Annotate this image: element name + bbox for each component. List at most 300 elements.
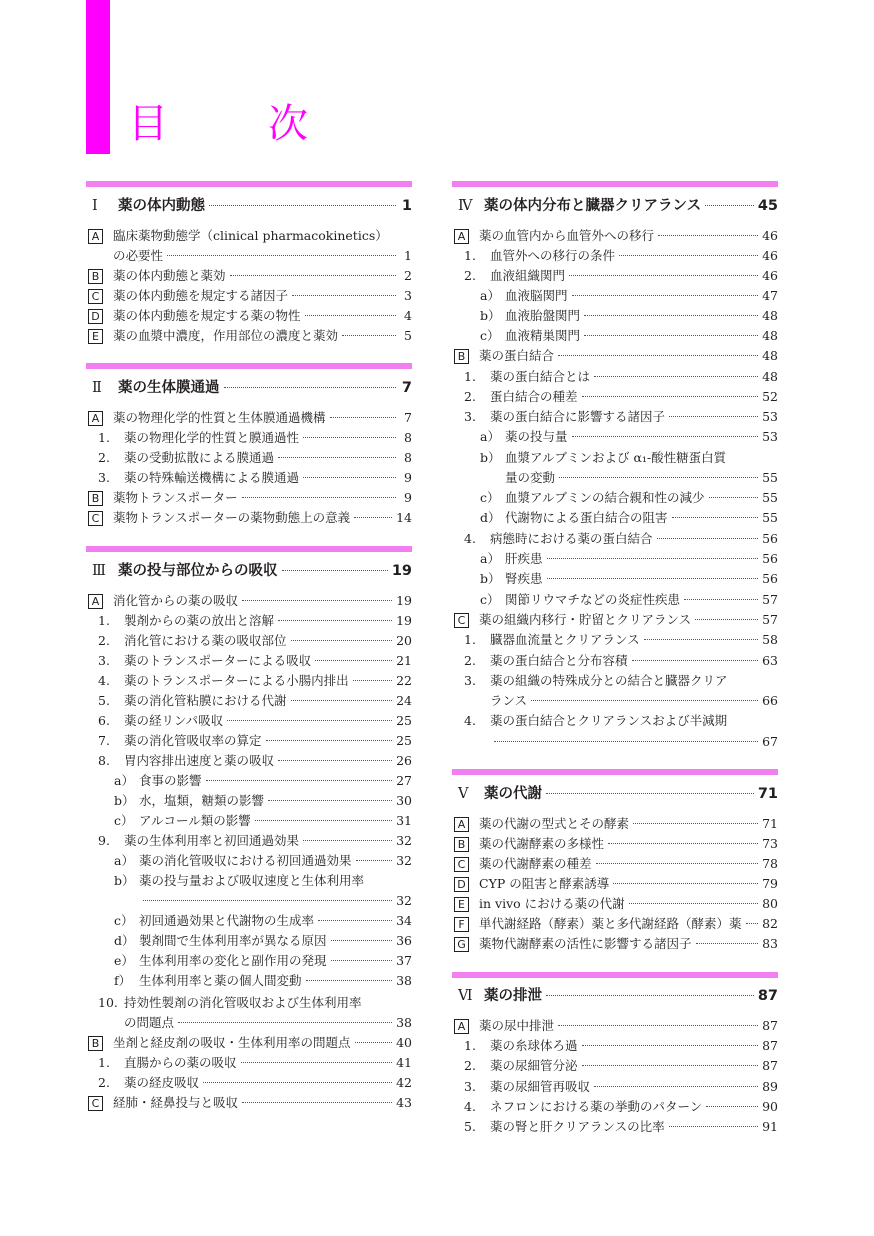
dot-leader [278,620,392,621]
toc-entry [86,951,412,971]
toc-entry [452,246,778,266]
entry-title: 薬の血管内から血管外への移行 [479,228,655,243]
entry-title: 薬の経リンパ吸収 [124,713,224,728]
entry-title: アルコール類の影響 [139,813,251,828]
toc-entry [86,671,412,691]
entry-title: 薬の尿細管分泌 [490,1058,578,1073]
entry-title: 薬の尿細管再吸収 [490,1079,591,1094]
toc-entry [452,306,778,326]
toc-entry [452,711,778,731]
entry-title: 薬の蛋白結合とクリアランスおよび半減期 [490,713,728,728]
section-rule [452,769,778,775]
entry-title: 薬の体内分布と臓器クリアランス [484,198,702,214]
dot-leader [242,497,396,498]
dot-leader [706,1106,758,1107]
page-number: 56 [762,531,778,546]
page-number: 66 [762,693,778,708]
entry-number: 2. [98,1075,110,1090]
entry-number: 2. [98,450,110,465]
toc-entry [452,468,778,488]
dot-leader [494,741,758,742]
entry-number: Ⅵ [458,988,473,1004]
entry-number: a） [480,429,500,444]
toc-entry [452,569,778,589]
page-number: 32 [396,833,412,848]
dot-leader [746,923,759,924]
page-number: 58 [762,632,778,647]
dot-leader [672,517,759,518]
toc-entry [452,610,778,630]
entry-number: a） [114,773,134,788]
entry-title: 臓器血流量とクリアランス [490,632,640,647]
boxed-letter-marker: A [454,817,469,832]
title-accent-bar [86,0,110,154]
toc-entry [86,971,412,991]
page-number: 52 [762,389,778,404]
page-number: 2 [404,268,412,283]
entry-number: 2. [98,633,110,648]
entry-title: 血液組織関門 [490,268,566,283]
entry-title: ネフロンにおける薬の挙動のパターン [490,1099,703,1114]
entry-title: 坐剤と経皮剤の吸収・生体利用率の問題点 [113,1035,351,1050]
page-number: 47 [762,288,778,303]
entry-number: 1. [464,632,476,647]
entry-number: Ⅱ [92,380,102,396]
page-number: 20 [396,633,412,648]
dot-leader [342,335,396,336]
entry-title: ランス [490,693,528,708]
entry-number: 4. [464,713,476,728]
toc-entry [86,408,412,428]
page-number: 91 [762,1119,778,1134]
toc-entry [452,874,778,894]
entry-number: 1. [464,1038,476,1053]
entry-number: 1. [464,248,476,263]
toc-entry [86,891,412,911]
section-rule [86,181,412,187]
toc-entry [452,590,778,610]
page-number: 24 [396,693,412,708]
page-number: 89 [762,1079,778,1094]
dot-leader [608,843,758,844]
toc-chapter-entry [86,560,412,582]
dot-leader [306,980,393,981]
dot-leader [331,940,393,941]
toc-entry [452,508,778,528]
entry-number: f） [114,973,132,988]
toc-entry [86,1033,412,1053]
entry-number: 5. [464,1119,476,1134]
toc-entry [452,427,778,447]
toc-entry [452,488,778,508]
toc-entry [86,911,412,931]
entry-title: 薬の蛋白結合とは [490,369,591,384]
page-number: 5 [404,328,412,343]
page-number: 83 [762,936,778,951]
page-number: 9 [404,490,412,505]
page-number: 57 [762,612,778,627]
entry-number: Ⅲ [92,563,106,579]
dot-leader [318,920,392,921]
entry-title: 薬の体内動態を規定する薬の物性 [113,308,301,323]
entry-number: 3. [464,673,476,688]
entry-title: 直腸からの薬の吸収 [124,1055,237,1070]
page-number: 78 [762,856,778,871]
boxed-letter-marker: C [88,289,103,304]
entry-title: 薬の蛋白結合 [479,348,555,363]
toc-entry [452,854,778,874]
entry-number: a） [480,288,500,303]
dot-leader [303,437,396,438]
page-number: 37 [396,953,412,968]
toc-entry [86,226,412,246]
toc-entry [86,246,412,266]
page-number: 48 [762,308,778,323]
toc-entry [86,306,412,326]
page-number: 55 [762,490,778,505]
dot-leader [292,295,396,296]
entry-title: 血液精巣関門 [505,328,581,343]
entry-title: 量の変動 [505,470,556,485]
toc-entry [86,448,412,468]
entry-title: 製剤からの薬の放出と溶解 [124,613,275,628]
page-number: 73 [762,836,778,851]
dot-leader [305,315,396,316]
toc-entry [452,367,778,387]
page-number: 36 [396,933,412,948]
entry-title: 薬の投与量 [505,429,568,444]
dot-leader [255,820,392,821]
entry-title: 薬の消化管粘膜における代謝 [124,693,287,708]
dot-leader [594,1086,758,1087]
entry-title: 血管外への移行の条件 [490,248,616,263]
entry-title: 肝疾患 [505,551,543,566]
entry-title: 薬物トランスポーターの薬物動態上の意義 [113,510,351,525]
entry-title: 製剤間で生体利用率が異なる原因 [139,933,327,948]
dot-leader [558,1025,758,1026]
toc-entry [86,931,412,951]
toc-entry [86,591,412,611]
toc-entry [452,1097,778,1117]
toc-entry [86,851,412,871]
entry-title: 関節リウマチなどの炎症性疾患 [505,592,681,607]
entry-title: 消化管からの薬の吸収 [113,593,239,608]
dot-leader [644,639,758,640]
boxed-letter-marker: B [88,1036,103,1051]
entry-title: 初回通過効果と代謝物の生成率 [139,913,315,928]
entry-number: a） [480,551,500,566]
entry-number: 3. [98,470,110,485]
toc-entry [86,428,412,448]
page-number: 87 [762,1018,778,1033]
dot-leader [278,760,392,761]
page-number: 4 [404,308,412,323]
entry-number: Ⅴ [458,786,469,802]
page-number: 67 [762,734,778,749]
toc-entry [452,326,778,346]
toc-entry [452,1056,778,1076]
dot-leader [546,793,754,794]
entry-number: e） [114,953,134,968]
page-number: 46 [762,248,778,263]
boxed-letter-marker: B [88,269,103,284]
page-number: 71 [757,786,778,802]
page-number: 79 [762,876,778,891]
page-number: 9 [404,470,412,485]
page-number: 46 [762,228,778,243]
entry-title: 代謝物による蛋白結合の阻害 [505,510,668,525]
entry-number: 4. [98,673,110,688]
toc-entry [86,731,412,751]
entry-title: 生体利用率と薬の個人間変動 [139,973,302,988]
boxed-letter-marker: B [454,837,469,852]
dot-leader [331,960,393,961]
entry-title: 薬の糸球体ろ過 [490,1038,578,1053]
toc-entry [452,266,778,286]
entry-title: の問題点 [124,1015,175,1030]
entry-title: 水，塩類，糖類の影響 [139,793,265,808]
entry-title: 薬の消化管吸収における初回通過効果 [139,853,352,868]
page-number: 14 [396,510,412,525]
dot-leader [569,275,758,276]
entry-number: 1. [98,1055,110,1070]
entry-title: 臨床薬物動態学（clinical pharmacokinetics） [113,228,388,243]
page-number: 55 [762,510,778,525]
entry-title: 薬の腎と肝クリアランスの比率 [490,1119,665,1134]
toc-entry [86,651,412,671]
page-number: 22 [396,673,412,688]
dot-leader [696,943,759,944]
page-number: 87 [757,988,778,1004]
entry-title: 薬の体内動態を規定する諸因子 [113,288,289,303]
entry-title: 薬の蛋白結合と分布容積 [490,653,628,668]
entry-number: 2. [464,389,476,404]
entry-number: Ⅳ [458,198,473,214]
toc-entry [86,711,412,731]
dot-leader [178,1022,392,1023]
page-number: 34 [396,913,412,928]
boxed-letter-marker: G [454,937,469,952]
dot-leader [282,570,388,571]
entry-number: 6. [98,713,110,728]
entry-title: 経肺・経鼻投与と吸収 [113,1095,239,1110]
entry-title: 薬のトランスポーターによる小腸内排出 [124,673,349,688]
entry-number: Ⅰ [92,198,98,214]
page-number: 38 [396,973,412,988]
dot-leader [584,315,758,316]
entry-title: 薬の代謝の型式とその酵素 [479,816,630,831]
entry-title: 薬の生体利用率と初回通過効果 [124,833,300,848]
dot-leader [268,800,392,801]
entry-number: b） [480,450,501,465]
toc-entry [86,611,412,631]
page-number: 87 [762,1058,778,1073]
dot-leader [242,1102,392,1103]
entry-title: の必要性 [113,248,164,263]
page-number: 55 [762,470,778,485]
boxed-letter-marker: A [88,594,103,609]
toc-entry [452,529,778,549]
entry-number: 3. [464,409,476,424]
page-number: 48 [762,369,778,384]
dot-leader [584,335,758,336]
entry-number: 2. [464,653,476,668]
dot-leader [278,457,396,458]
page-number: 32 [396,853,412,868]
boxed-letter-marker: A [454,229,469,244]
entry-title: 生体利用率の変化と副作用の発現 [139,953,327,968]
toc-entry [86,326,412,346]
entry-number: 2. [464,1058,476,1073]
entry-number: d） [114,933,135,948]
dot-leader [632,660,759,661]
entry-title: 血漿アルブミンおよび α₁-酸性糖蛋白質 [505,450,727,465]
entry-number: c） [480,592,500,607]
entry-title: 薬の蛋白結合に影響する諸因子 [490,409,666,424]
toc-chapter-entry [452,783,778,805]
page-number: 48 [762,328,778,343]
dot-leader [572,295,759,296]
entry-number: c） [114,913,134,928]
dot-leader [633,823,758,824]
entry-title: 薬の体内動態 [118,198,205,214]
dot-leader [356,860,393,861]
entry-number: 1. [98,430,110,445]
entry-number: b） [480,571,501,586]
entry-title: 薬の代謝 [484,786,542,802]
dot-leader [143,900,392,901]
dot-leader [596,863,759,864]
page-number: 46 [762,268,778,283]
toc-entry [452,814,778,834]
dot-leader [303,840,392,841]
entry-title: 病態時における薬の蛋白結合 [490,531,653,546]
entry-title: 薬の代謝酵素の多様性 [479,836,605,851]
entry-number: 2. [464,268,476,283]
dot-leader [572,436,759,437]
page-number: 63 [762,653,778,668]
entry-title: 薬の消化管吸収率の算定 [124,733,262,748]
entry-number: b） [114,873,135,888]
section-rule [86,363,412,369]
entry-title: 薬の排泄 [484,988,542,1004]
dot-leader [242,600,392,601]
page-title: 目 次 [128,101,338,147]
boxed-letter-marker: A [88,411,103,426]
dot-leader [705,205,754,206]
toc-entry [86,691,412,711]
toc-entry [452,226,778,246]
boxed-letter-marker: B [454,349,469,364]
dot-leader [224,387,397,388]
entry-title: 薬の特殊輸送機構による膜通過 [124,470,300,485]
dot-leader [303,477,396,478]
dot-leader [619,255,758,256]
toc-chapter-entry [86,377,412,399]
entry-title: 薬の組織の特殊成分との結合と臓器クリア [490,673,728,688]
boxed-letter-marker: D [88,309,103,324]
page-number: 21 [396,653,412,668]
toc-entry [452,387,778,407]
page-number: 48 [762,348,778,363]
entry-title: 薬の血漿中濃度，作用部位の濃度と薬効 [113,328,339,343]
boxed-letter-marker: B [88,491,103,506]
page-number: 19 [396,593,412,608]
dot-leader [582,396,759,397]
entry-number: 3. [98,653,110,668]
toc-entry [452,691,778,711]
entry-title: 蛋白結合の種差 [490,389,578,404]
page-number: 53 [762,409,778,424]
dot-leader [330,417,396,418]
page-number: 41 [396,1055,412,1070]
entry-title: 薬の組織内移行・貯留とクリアランス [479,612,692,627]
dot-leader [684,599,758,600]
toc-entry [86,631,412,651]
entry-title: in vivo における薬の代謝 [479,896,625,911]
boxed-letter-marker: A [454,1019,469,1034]
toc-entry [452,671,778,691]
dot-leader [230,275,396,276]
page-number: 38 [396,1015,412,1030]
dot-leader [547,558,759,559]
dot-leader [594,376,758,377]
dot-leader [629,903,758,904]
entry-number: c） [480,490,500,505]
boxed-letter-marker: E [454,897,469,912]
page-number: 7 [404,410,412,425]
toc-entry [86,468,412,488]
toc-entry [86,811,412,831]
toc-entry [452,407,778,427]
toc-entry [452,630,778,650]
entry-number: 10. [98,995,118,1010]
toc-entry [452,894,778,914]
page-number: 40 [396,1035,412,1050]
page-number: 56 [762,571,778,586]
toc-entry [452,549,778,569]
dot-leader [558,355,758,356]
toc-entry [86,871,412,891]
entry-number: 3. [464,1079,476,1094]
section-rule [86,546,412,552]
page-number: 45 [757,198,778,214]
entry-number: 7. [98,733,110,748]
boxed-letter-marker: C [88,511,103,526]
page-number: 80 [762,896,778,911]
entry-title: 薬のトランスポーターによる吸収 [124,653,312,668]
entry-title: 薬の投与部位からの吸収 [118,563,278,579]
page-number: 90 [762,1099,778,1114]
boxed-letter-marker: F [454,917,469,932]
toc-entry [452,732,778,752]
entry-number: 8. [98,753,110,768]
page-number: 19 [391,563,412,579]
entry-number: 4. [464,531,476,546]
dot-leader [203,1082,392,1083]
entry-title: CYP の阻害と酵素誘導 [479,876,610,891]
toc-entry [86,266,412,286]
toc-entry [86,1093,412,1113]
dot-leader [613,883,758,884]
entry-number: b） [114,793,135,808]
entry-title: 胃内容排出速度と薬の吸収 [124,753,275,768]
page-number: 1 [401,198,412,214]
boxed-letter-marker: A [88,229,103,244]
entry-title: 血漿アルブミンの結合親和性の減少 [505,490,705,505]
dot-leader [547,578,759,579]
page-number: 43 [396,1095,412,1110]
